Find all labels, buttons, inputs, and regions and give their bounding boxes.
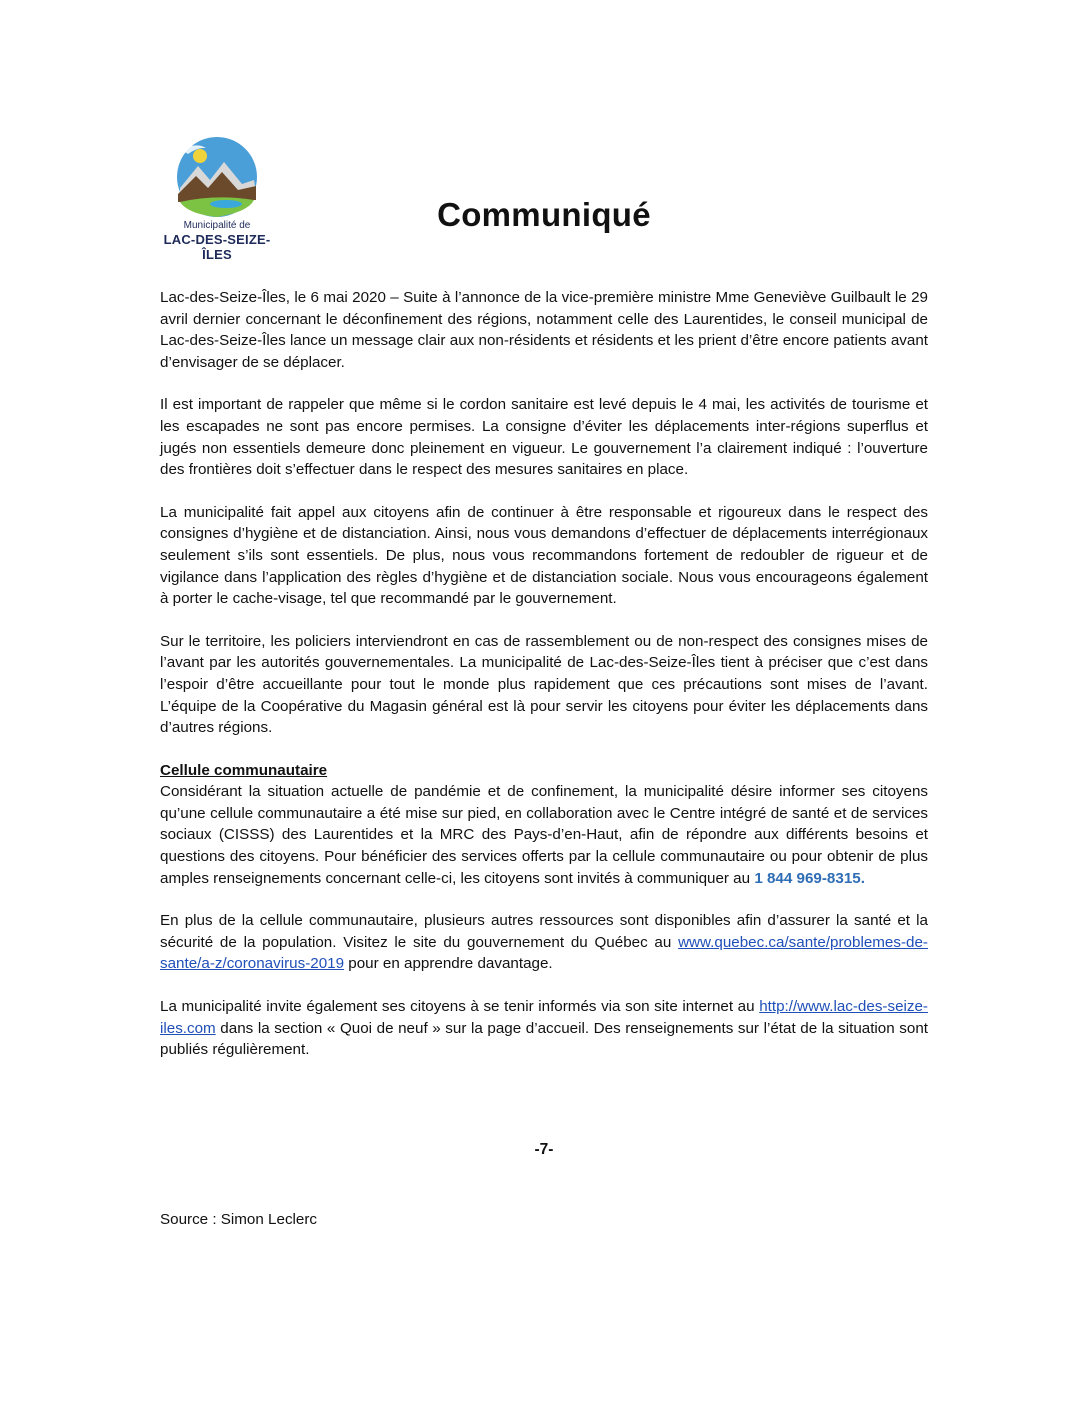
paragraph-reminder: Il est important de rappeler que même si le cordon sanitaire est levé depuis le 4 mai, les activités de tourisme et les escapades ne sont pas encore permises. La consigne d’éviter les déplacements inter-régions superflus et jugés non essentiels demeure donc pleinement en vigueur. Le gouvernement l’a clairement indiqué : l’ouverture des frontières doit s’effectuer dans le respect des mesures sanitaires en place. bbox=[160, 396, 928, 479]
section-heading: Cellule communautaire bbox=[160, 761, 328, 779]
paragraph-police: Sur le territoire, les policiers interviendront en cas de rassemblement ou de non-respect des consignes mises de l’avant par les autorités gouvernementales. La municipalité de Lac-des-Seize-Îles tient à préciser que c’est dans l’espoir d’être accueillante pour tout le monde plus rapidement que ces précautions sont mises de l’avant. L’équipe de la Coopérative du Magasin général est là pour servir les citoyens pour éviter les déplacements dans d’autres régions. bbox=[160, 632, 928, 737]
paragraph-appeal: La municipalité fait appel aux citoyens afin de continuer à être responsable et rigoureux dans le respect des consignes d’hygiène et de distanciation. Ainsi, nous vous demandons d’effectuer de déplacements interrégionaux seulement s’ils sont essentiels. De plus, nous vous recommandons fortement de redoubler de rigueur et de vigilance dans l’application des règles d’hygiène et de distanciation sociale. Nous vous encourageons également à porter le cache-visage, tel que recommandé par le gouvernement. bbox=[160, 503, 928, 608]
quebec-gov-link[interactable]: www.quebec.ca/sante/problemes-de-sante/a-z/coronavirus-2019 bbox=[160, 933, 928, 973]
municipality-website-link[interactable]: http://www.lac-des-seize-iles.com bbox=[160, 998, 928, 1037]
municipality-logo bbox=[156, 136, 284, 262]
document-body bbox=[160, 287, 928, 1082]
paragraph-community-cell bbox=[160, 781, 928, 889]
paragraph-resources bbox=[160, 910, 928, 975]
paragraph-intro: Lac-des-Seize-Îles, le 6 mai 2020 – Suite à l’annonce de la vice-première ministre Mme Geneviève Guilbault le 29 avril dernier concernant le déconfinement des régions, notamment celle des Laurentides, le conseil municipal de Lac-des-Seize-Îles lance un message clair aux non-résidents et résidents et les prient d’être encore patients avant d’envisager de se déplacer. bbox=[160, 289, 928, 371]
logo-caption-top: Municipalité de bbox=[183, 220, 251, 231]
website-text: La municipalité invite également ses citoyens à se tenir informés via son site internet au bbox=[160, 998, 755, 1016]
document-title: Communiqué bbox=[437, 196, 651, 233]
paragraph-website bbox=[160, 996, 928, 1061]
phone-number[interactable]: 1 844 969-8315. bbox=[754, 869, 865, 887]
website-text-end: dans la section « Quoi de neuf » sur la page d’accueil. Des renseignements sur l’état de la situation sont publiés régulièrement. bbox=[160, 1019, 928, 1059]
logo-caption-name: LAC-DES-SEIZE-ÎLES bbox=[163, 232, 271, 262]
resources-text: En plus de la cellule communautaire, plusieurs autres ressources sont disponibles afin d’assurer la santé et la sécurité de la population. Visitez le site du gouvernement du Québec au bbox=[160, 912, 928, 951]
resources-text-end: pour en apprendre davantage. bbox=[348, 955, 553, 973]
source-line: Source : Simon Leclerc bbox=[160, 1211, 318, 1228]
community-cell-text: Considérant la situation actuelle de pandémie et de confinement, la municipalité désire informer ses citoyens qu’une cellule communautaire a été mise sur pied, en collaboration avec le Centre intégré de santé et de services sociaux (CISSS) des Laurentides et la MRC des Pays-d’en-Haut, afin de répondre aux différents besoins et questions des citoyens. Pour bénéficier des services offerts par la cellule communautaire ou pour obtenir de plus amples renseignements concernant celle-ci, les citoyens sont invités à communiquer au bbox=[160, 783, 928, 887]
page-number: -7- bbox=[534, 1141, 554, 1158]
